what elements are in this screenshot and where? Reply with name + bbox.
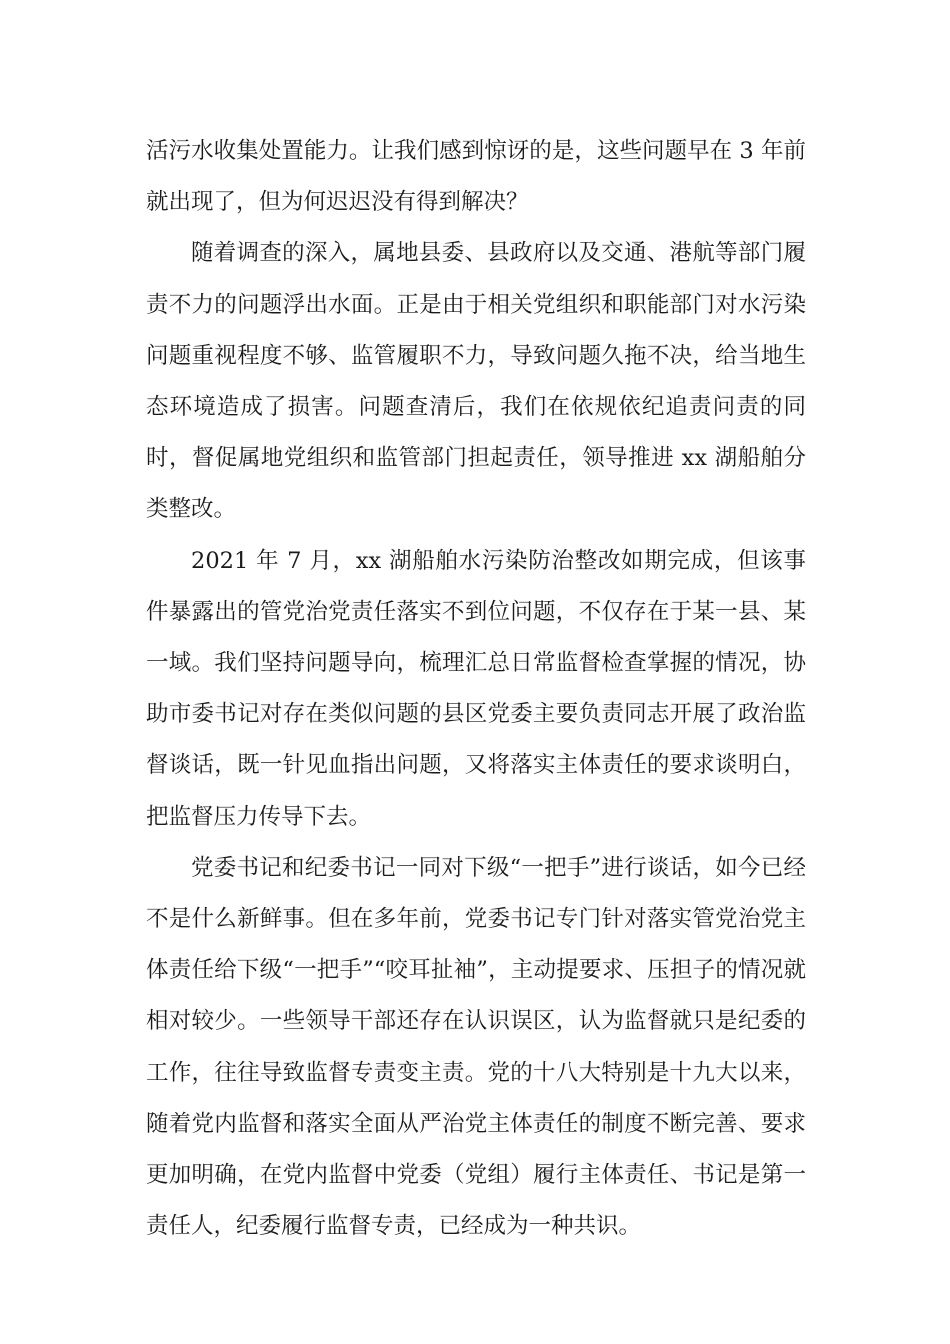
- paragraph-4: 党委书记和纪委书记一同对下级“一把手”进行谈话，如今已经不是什么新鲜事。但在多年前，党委书记专门针对落实管党治党主体责任给下级“一把手”“咬耳扯袖”，主动提要求、压担子的情况就相对较少。一些领导干部还存在认识误区，认为监督就只是纪委的工作，往往导致监督专责变主责。党的十八大特别是十九大以来，随着党内监督和落实全面从严治党主体责任的制度不断完善、要求更加明确，在党内监督中党委（党组）履行主体责任、书记是第一责任人，纪委履行监督专责，已经成为一种共识。: [146, 854, 806, 1240]
- document-body: [146, 126, 806, 1252]
- paragraph-2: 随着调查的深入，属地县委、县政府以及交通、港航等部门履责不力的问题浮出水面。正是由于相关党组织和职能部门对水污染问题重视程度不够、监管履职不力，导致问题久拖不决，给当地生态环境造成了损害。问题查清后，我们在依规依纪追责问责的同时，督促属地党组织和监管部门担起责任，领导推进 xx 湖船舶分类整改。: [146, 240, 806, 523]
- paragraph-3: 2021 年 7 月，xx 湖船舶水污染防治整改如期完成，但该事件暴露出的管党治党责任落实不到位问题，不仅存在于某一县、某一域。我们坚持问题导向，梳理汇总日常监督检查掌握的情况，协助市委书记对存在类似问题的县区党委主要负责同志开展了政治监督谈话，既一针见血指出问题，又将落实主体责任的要求谈明白，把监督压力传导下去。: [146, 547, 806, 830]
- paragraph-1: 活污水收集处置能力。让我们感到惊讶的是，这些问题早在 3 年前就出现了，但为何迟迟没有得到解决？: [146, 138, 806, 216]
